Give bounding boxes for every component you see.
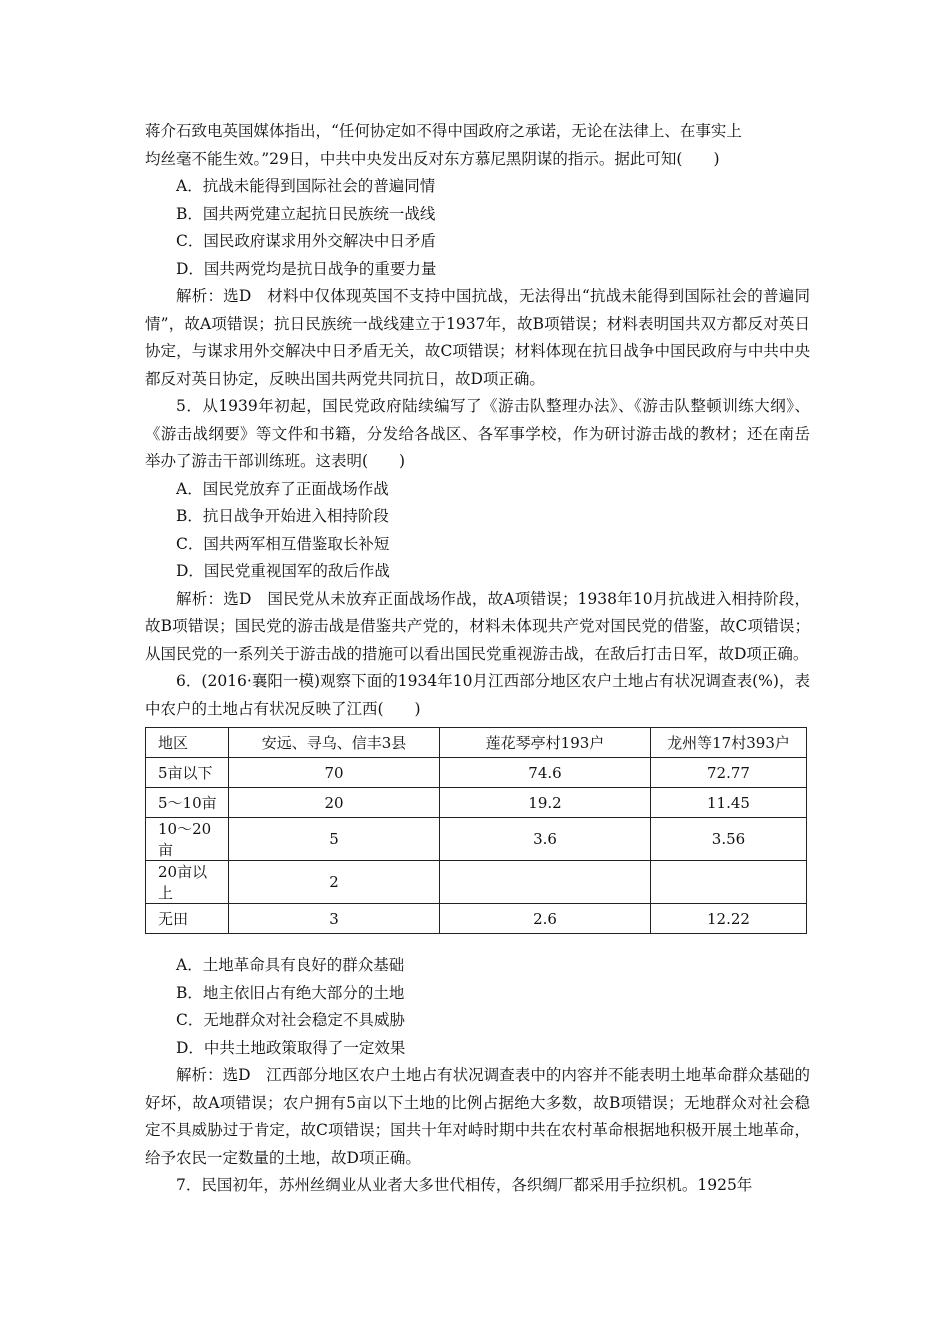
option-d: D．国共两党均是抗日战争的重要力量: [176, 259, 437, 278]
question-4: [145, 118, 810, 393]
table-header-cell: 安远、寻乌、信丰3县: [229, 728, 440, 758]
option-c: C．国民政府谋求用外交解决中日矛盾: [176, 232, 436, 250]
table-cell: 74.6: [440, 758, 651, 788]
question-5-stem: 5．从1939年初起，国民党政府陆续编写了《游击队整理办法》、《游击队整顿训练大纲》、《游击战纲要》等文件和书籍，分发给各战区、各军事学校，作为研讨游击战的教材；还在南岳举办了游击干部训练班。这表明( ): [145, 397, 810, 470]
table-row: [146, 758, 807, 788]
option-b: B．抗日战争开始进入相持阶段: [176, 507, 389, 525]
table-cell: 5～10亩: [146, 788, 229, 818]
table-cell: 2: [229, 861, 440, 904]
option-a: A．国民党放弃了正面战场作战: [176, 479, 389, 498]
option-d: D．中共土地政策取得了一定效果: [176, 1038, 406, 1057]
table-header-cell: 龙州等17村393户: [651, 728, 807, 758]
table-cell: 3.56: [651, 818, 807, 861]
table-cell: 5亩以下: [146, 758, 229, 788]
table-cell: 无田: [146, 904, 229, 934]
option-c: C．无地群众对社会稳定不具威胁: [176, 1011, 405, 1029]
table-cell: 72.77: [651, 758, 807, 788]
question-7-stem: 7．民国初年，苏州丝绸业从业者大多世代相传，各织绸厂都采用手拉织机。1925年: [176, 1176, 753, 1194]
table-row: [146, 904, 807, 934]
table-row: [146, 788, 807, 818]
table-header-row: [146, 728, 807, 758]
table-cell: 20亩以上: [146, 861, 229, 904]
question-6-analysis: 解析：选D 江西部分地区农户土地占有状况调查表中的内容并不能表明土地革命群众基础的好坏，故A项错误；农户拥有5亩以下土地的比例占据绝大多数，故B项错误；无地群众对社会稳定不具威胁过于肯定，故C项错误；国共十年对峙时期中共在农村革命根据地积极开展土地革命，给予农民一定数量的土地，故D项正确。: [145, 1066, 810, 1167]
question-6: [145, 668, 810, 1172]
table-cell: 12.22: [651, 904, 807, 934]
table-cell: 3: [229, 904, 440, 934]
table-cell: 10～20亩: [146, 818, 229, 861]
question-4-analysis: 解析：选D 材料中仅体现英国不支持中国抗战，无法得出“抗战未能得到国际社会的普遍同情”，故A项错误；抗日民族统一战线建立于1937年，故B项错误；材料表明国共双方都反对英日协定，与谋求用外交解决中日矛盾无关，故C项错误；材料体现在抗日战争中国民政府与中共中央都反对英日协定，反映出国共两党共同抗日，故D项正确。: [145, 287, 810, 388]
question-5: [145, 393, 810, 668]
table-cell: [651, 861, 807, 904]
table-header-cell: 地区: [146, 728, 229, 758]
question-6-stem: 6．(2016·襄阳一模)观察下面的1934年10月江西部分地区农户土地占有状况调查表(%)，表中农户的土地占有状况反映了江西( ): [145, 672, 810, 718]
document-page: [145, 118, 810, 1200]
table-cell: 20: [229, 788, 440, 818]
table-row: [146, 861, 807, 904]
option-d: D．国民党重视国军的敌后作战: [176, 562, 390, 580]
option-a: A．土地革命具有良好的群众基础: [176, 956, 405, 974]
table-cell: 2.6: [440, 904, 651, 934]
table-cell: 3.6: [440, 818, 651, 861]
table-cell: [440, 861, 651, 904]
option-c: C．国共两军相互借鉴取长补短: [176, 534, 390, 553]
question-4-stem-line1: 蒋介石致电英国媒体指出，“任何协定如不得中国政府之承诺，无论在法律上、在事实上: [145, 122, 742, 140]
table-cell: 5: [229, 818, 440, 861]
table-row: [146, 818, 807, 861]
land-ownership-table: [145, 727, 807, 934]
question-5-analysis: 解析：选D 国民党从未放弃正面战场作战，故A项错误；1938年10月抗战进入相持阶段，故B项错误；国民党的游击战是借鉴共产党的，材料未体现共产党对国民党的借鉴，故C项错误；从国民党的一系列关于游击战的措施可以看出国民党重视游击战，在敌后打击日军，故D项正确。: [145, 589, 810, 663]
table-cell: 11.45: [651, 788, 807, 818]
question-7: [145, 1172, 810, 1200]
option-b: B．地主依旧占有绝大部分的土地: [176, 983, 405, 1002]
table-header-cell: 莲花琴亭村193户: [440, 728, 651, 758]
option-b: B．国共两党建立起抗日民族统一战线: [176, 204, 436, 223]
table-cell: 19.2: [440, 788, 651, 818]
option-a: A．抗战未能得到国际社会的普遍同情: [176, 177, 436, 195]
table-cell: 70: [229, 758, 440, 788]
question-4-stem-line2: 均丝毫不能生效。”29日，中共中央发出反对东方慕尼黑阴谋的指示。据此可知( ): [145, 149, 720, 168]
